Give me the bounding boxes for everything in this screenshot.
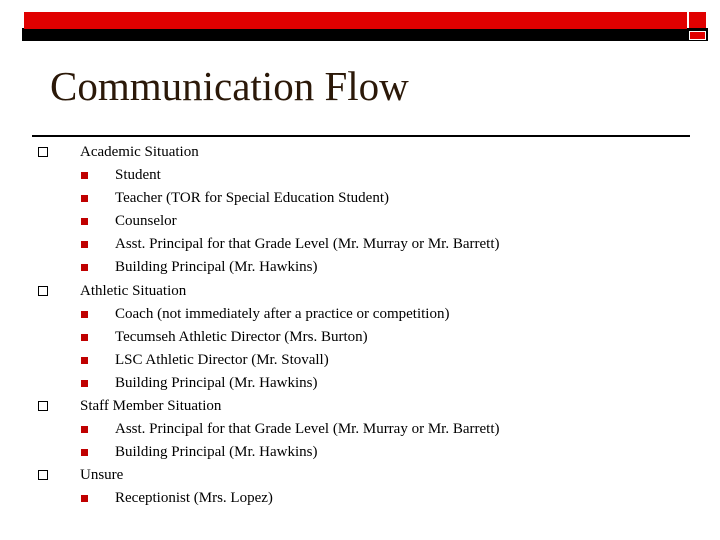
- list-item-text: Coach (not immediately after a practice or competition): [115, 305, 450, 322]
- list-item-text: Building Principal (Mr. Hawkins): [115, 444, 318, 461]
- hollow-square-bullet-icon: [38, 401, 48, 411]
- section-label: Academic Situation: [80, 144, 199, 160]
- bullet-list: [0, 142, 720, 512]
- section-label: Unsure: [80, 467, 124, 484]
- list-item-text: Counselor: [115, 213, 177, 230]
- list-item-text: Student: [115, 167, 161, 184]
- header-square-top: [689, 12, 706, 28]
- list-item: [0, 188, 720, 211]
- list-item: [0, 442, 720, 465]
- list-item: [0, 327, 720, 350]
- filled-square-bullet-icon: [81, 357, 88, 364]
- filled-square-bullet-icon: [81, 495, 88, 502]
- filled-square-bullet-icon: [81, 334, 88, 341]
- slide-title: Communication Flow: [50, 63, 409, 109]
- list-item-text: Receptionist (Mrs. Lopez): [115, 490, 273, 507]
- hollow-square-bullet-icon: [38, 470, 48, 480]
- section-academic: [0, 142, 720, 165]
- filled-square-bullet-icon: [81, 380, 88, 387]
- hollow-square-bullet-icon: [38, 147, 48, 157]
- title-divider: [32, 135, 690, 137]
- list-item-text: Asst. Principal for that Grade Level (Mr. Murray or Mr. Barrett): [115, 421, 500, 438]
- list-item-text: LSC Athletic Director (Mr. Stovall): [115, 351, 329, 368]
- list-item: [0, 257, 720, 280]
- list-item: [0, 234, 720, 257]
- header-bar-black: [22, 28, 708, 41]
- list-item: [0, 350, 720, 373]
- section-label: Staff Member Situation: [80, 398, 222, 415]
- section-athletic: [0, 281, 720, 304]
- list-item-text: Asst. Principal for that Grade Level (Mr. Murray or Mr. Barrett): [115, 236, 500, 253]
- filled-square-bullet-icon: [81, 241, 88, 248]
- list-item: [0, 488, 720, 511]
- section-unsure: [0, 465, 720, 488]
- filled-square-bullet-icon: [81, 449, 88, 456]
- filled-square-bullet-icon: [81, 195, 88, 202]
- filled-square-bullet-icon: [81, 172, 88, 179]
- list-item: [0, 165, 720, 188]
- section-staff: [0, 396, 720, 419]
- list-item: [0, 211, 720, 234]
- section-label: Athletic Situation: [80, 282, 187, 299]
- list-item-text: Tecumseh Athletic Director (Mrs. Burton): [115, 328, 368, 345]
- list-item: [0, 373, 720, 396]
- filled-square-bullet-icon: [81, 264, 88, 271]
- hollow-square-bullet-icon: [38, 286, 48, 296]
- filled-square-bullet-icon: [81, 218, 88, 225]
- header-bar-red: [24, 12, 687, 29]
- list-item-text: Building Principal (Mr. Hawkins): [115, 374, 318, 391]
- list-item: [0, 419, 720, 442]
- list-item-text: Teacher (TOR for Special Education Student): [115, 190, 389, 207]
- filled-square-bullet-icon: [81, 311, 88, 318]
- header-square-bottom: [689, 31, 706, 40]
- list-item-text: Building Principal (Mr. Hawkins): [115, 259, 318, 276]
- filled-square-bullet-icon: [81, 426, 88, 433]
- list-item: [0, 304, 720, 327]
